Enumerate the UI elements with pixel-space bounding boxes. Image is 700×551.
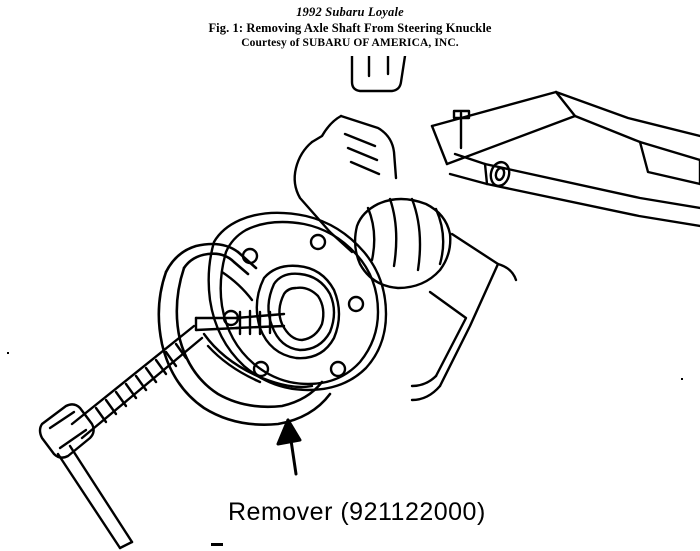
figure-title: Fig. 1: Removing Axle Shaft From Steering Knuckle xyxy=(208,21,492,35)
upper-bracket-part xyxy=(352,56,405,91)
lateral-link xyxy=(450,154,700,226)
figure-courtesy: Courtesy of SUBARU OF AMERICA, INC. xyxy=(241,37,459,49)
remover-handle-bar xyxy=(58,446,132,548)
axle-shaft-end xyxy=(236,311,284,334)
axle-removal-diagram xyxy=(0,56,700,551)
figure-illustration xyxy=(0,56,700,551)
remover-caption: Remover (921122000) xyxy=(228,498,486,526)
lower-arm xyxy=(412,234,516,400)
callout-arrow xyxy=(278,420,300,474)
suspension-arm xyxy=(432,92,700,184)
figure-header xyxy=(0,0,700,51)
vehicle-title: 1992 Subaru Loyale xyxy=(296,5,404,19)
remover-screw-shaft xyxy=(72,326,202,438)
steering-knuckle-body xyxy=(295,116,396,252)
